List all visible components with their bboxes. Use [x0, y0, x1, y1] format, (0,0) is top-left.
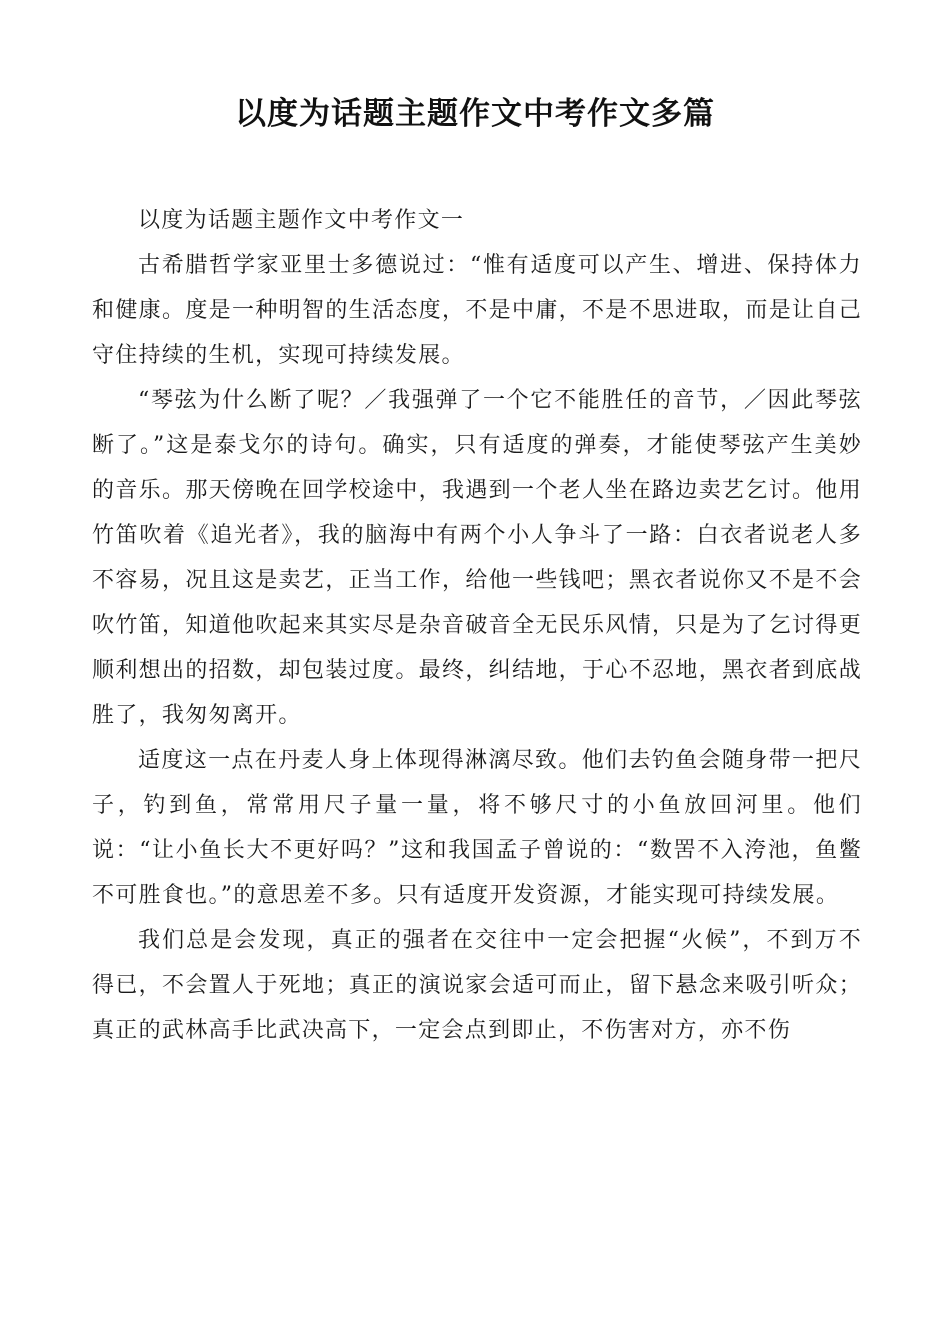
paragraph: 适度这一点在丹麦人身上体现得淋漓尽致。他们去钓鱼会随身带一把尺子，钓到鱼，常常用尺子量一量，将不够尺寸的小鱼放回河里。他们说：“让小鱼长大不更好吗？”这和我国孟子曾说的：“数罟不入洿池，鱼鳖不可胜食也。”的意思差不多。只有适度开发资源，才能实现可持续发展。 [92, 748, 862, 908]
paragraph: 我们总是会发现，真正的强者在交往中一定会把握“火候”，不到万不得已，不会置人于死地；真正的演说家会适可而止，留下悬念来吸引听众；真正的武林高手比武决高下，一定会点到即止，不伤害对方，亦不伤 [92, 928, 862, 1043]
document-body [92, 198, 862, 1053]
paragraph: 古希腊哲学家亚里士多德说过：“惟有适度可以产生、增进、保持体力和健康。度是一种明智的生活态度，不是中庸，不是不思进取，而是让自己守住持续的生机，实现可持续发展。 [92, 253, 862, 368]
document-title: 以度为话题主题作文中考作文多篇 [235, 96, 715, 132]
paragraph: “琴弦为什么断了呢？／我强弹了一个它不能胜任的音节，／因此琴弦断了。”这是泰戈尔的诗句。确实，只有适度的弹奏，才能使琴弦产生美妙的音乐。那天傍晚在回学校途中，我遇到一个老人坐在路边卖艺乞讨。他用竹笛吹着《追光者》，我的脑海中有两个小人争斗了一路：白衣者说老人多不容易，况且这是卖艺，正当工作，给他一些钱吧；黑衣者说你又不是不会吹竹笛，知道他吹起来其实尽是杂音破音全无民乐风情，只是为了乞讨得更顺利想出的招数，却包装过度。最终，纠结地，于心不忍地，黑衣者到底战胜了，我匆匆离开。 [92, 388, 862, 728]
essay-subtitle: 以度为话题主题作文中考作文一 [138, 208, 465, 233]
